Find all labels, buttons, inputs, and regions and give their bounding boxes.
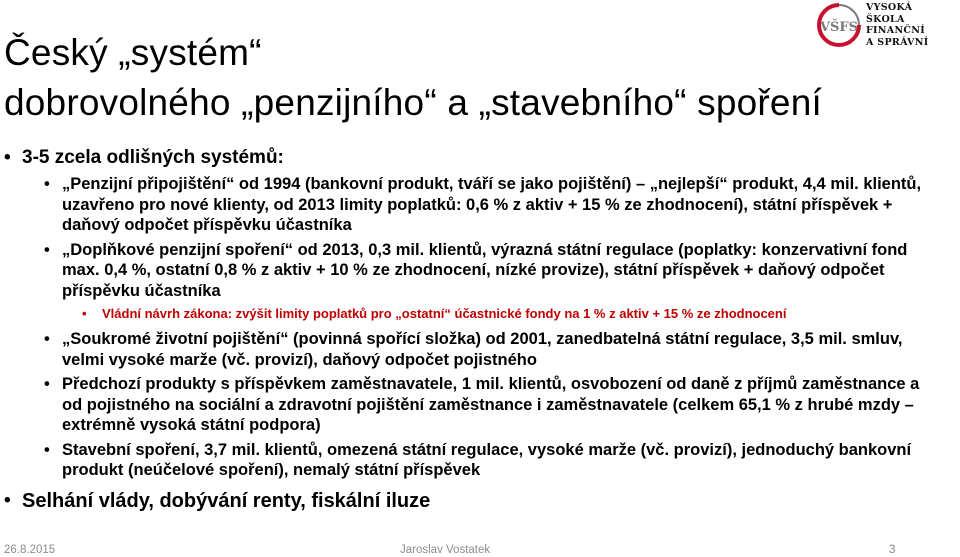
bullet-level2 [0,240,942,302]
bullet-dot-icon: • [4,147,11,168]
logo-text-line-2: FINANČNÍ [866,25,926,36]
bullet-level3 [0,305,960,323]
bullet-text: 3-5 zcela odlišných systémů: [22,147,284,168]
title-line-2: dobrovolného „penzijního“ a „stavebního“ spoření [4,82,822,123]
bullet-list [0,146,960,518]
slide-title [4,28,824,128]
bullet-level2 [0,329,942,370]
bullet-level1 [0,489,960,513]
bullet-dot-icon: • [44,440,50,459]
slide-footer [0,543,960,557]
bullet-level2 [0,174,942,236]
bullet-text: Předchozí produkty s příspěvkem zaměstnavatele, 1 mil. klientů, osvobození od daně z příjmů zaměstnance a od pojistného na sociální a zdravotní pojištění zaměstnance i zaměstnavatele (celkem 65,1 % z hrubé mzdy – extrémně vysoká státní podpora) [62,375,920,434]
logo-text-line-1: VYSOKÁ ŠKOLA [866,2,913,25]
footer-date: 26.8.2015 [4,544,56,556]
bullet-level2 [0,440,942,481]
bullet-text: Stavební spoření, 3,7 mil. klientů, omezená státní regulace, vysoké marže (vč. provizí), jednoduchý bankovní produkt (neúčelové spoření), nemalý státní příspěvek [62,440,912,479]
bullet-dot-icon: • [82,306,87,321]
bullet-text: „Penzijní připojištění“ od 1994 (bankovní produkt, tváří se jako pojištění) – „nejlepší“ produkt, 4,4 mil. klientů, uzavřeno pro nové klienty, od 2013 limity poplatků: 0,6 % z aktiv + 15 % ze zhodnocení), státní příspěvek + daňový odpočet příspěvku účastníka [62,175,922,234]
bullet-text: Vládní návrh zákona: zvýšit limity poplatků pro „ostatní“ účastnické fondy na 1 % z aktiv + 15 % ze zhodnocení [102,306,787,321]
footer-page-number: 3 [889,544,896,556]
bullet-dot-icon: • [44,330,50,348]
title-line-1: Český „systém“ [4,32,262,73]
bullet-text: „Soukromé životní pojištění“ (povinná spořící složka) od 2001, zanedbatelná státní regulace, 3,5 mil. smluv, velmi vysoké marže (vč. provizí), daňový odpočet pojistného [62,330,903,369]
vsfs-logo [816,3,954,47]
bullet-text: Selhání vlády, dobývání renty, fiskální iluze [22,489,431,512]
bullet-level2 [0,374,942,436]
logo-text [866,2,954,48]
bullet-dot-icon: • [44,240,50,259]
bullet-dot-icon: • [4,489,11,511]
logo-text-line-3: A SPRÁVNÍ [866,36,929,48]
logo-monogram: VŠFS [819,20,859,35]
bullet-dot-icon: • [44,175,50,193]
bullet-dot-icon: • [44,375,50,393]
footer-author: Jaroslav Vostatek [400,544,491,556]
vsfs-emblem-icon [816,2,862,48]
bullet-text: „Doplňkové penzijní spoření“ od 2013, 0,3 mil. klientů, výrazná státní regulace (poplatky: konzervativní fond max. 0,4 %, ostatní 0,8 % z aktiv + 10 % ze zhodnocení, nízké provize), státní příspěvek + daňový odpočet příspěvku účastníka [62,240,908,300]
bullet-level1 [0,146,960,169]
